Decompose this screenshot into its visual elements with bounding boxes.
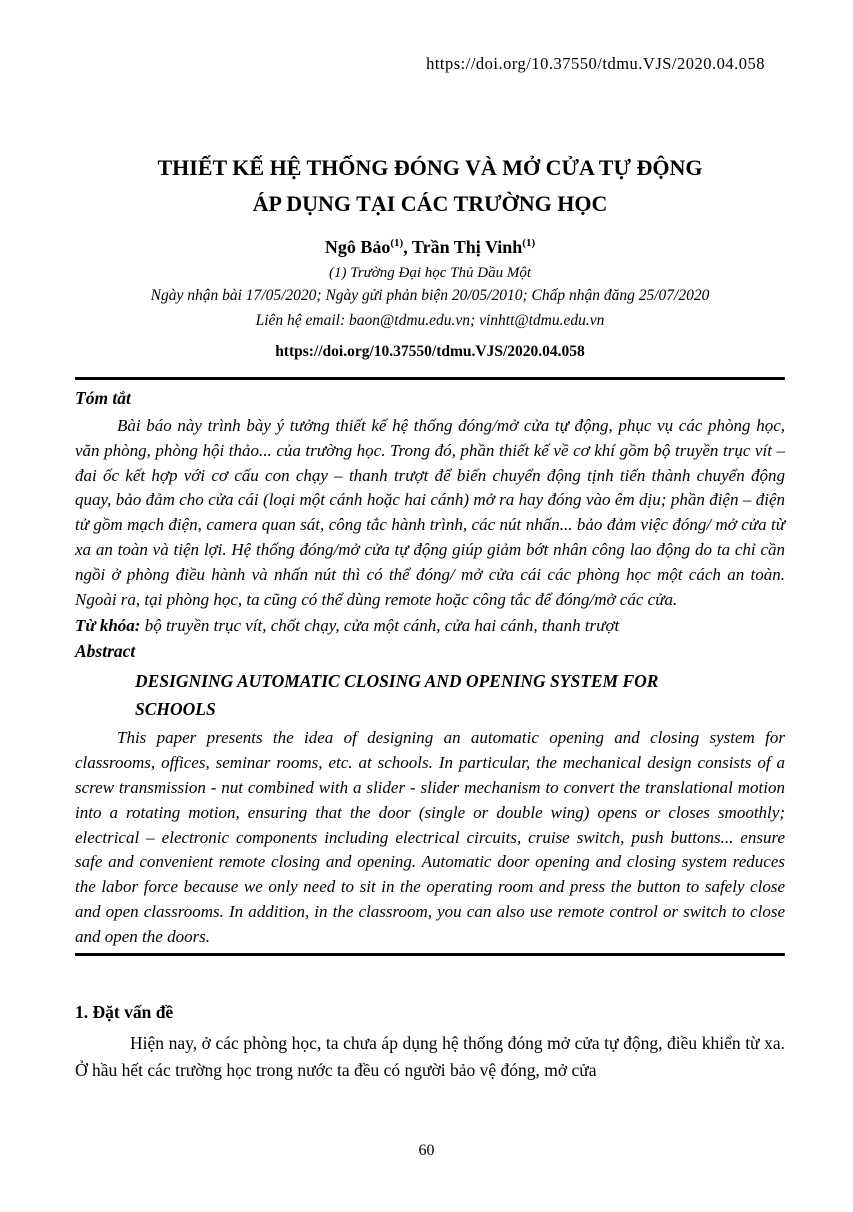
abstract-vi-heading: Tóm tắt bbox=[75, 388, 131, 408]
keywords-line bbox=[75, 613, 785, 638]
section-1-heading: 1. Đặt vấn đề bbox=[75, 1001, 174, 1022]
authors-line bbox=[75, 231, 785, 259]
author-separator: , bbox=[403, 237, 412, 257]
abstract-vi-body: Bài báo này trình bày ý tưởng thiết kế hệ thống đóng/mở cửa tự động, phục vụ các phòng học, văn phòng, phòng hội thảo... của trường học. Trong đó, phần thiết kế về cơ khí gồm bộ truyền trục vít – đai ốc kết hợp với cơ cấu con chạy – thanh trượt để biến chuyển động tịnh tiến thành chuyển động quay, bảo đảm cho cửa cái (loại một cánh hoặc hai cánh) mở ra hay đóng vào êm dịu; phần điện – điện tử gồm mạch điện, camera quan sát, công tắc hành trình, các nút nhấn... bảo đảm việc đóng/ mở cửa từ xa an toàn và tiện lợi. Hệ thống đóng/mở cửa tự động giúp giảm bớt nhân công lao động do ta chỉ cần ngồi ở phòng điều hành và nhấn nút thì có thể đóng/ mở cửa cái các phòng học một cách an toàn. Ngoài ra, tại phòng học, ta cũng có thể dùng remote hoặc công tắc để đóng/mở các cửa. bbox=[75, 416, 785, 609]
keywords-list: bộ truyền trục vít, chốt chạy, cửa một cánh, cửa hai cánh, thanh trượt bbox=[140, 616, 620, 636]
paper-title-line2: ÁP DỤNG TẠI CÁC TRƯỜNG HỌC bbox=[252, 191, 608, 216]
keywords-label: Từ khóa: bbox=[75, 616, 141, 636]
author-superscript-2: (1) bbox=[522, 237, 536, 249]
divider-bottom bbox=[75, 953, 785, 956]
doi-header: https://doi.org/10.37550/tdmu.VJS/2020.04.058 bbox=[426, 54, 765, 73]
contact-email-line: Liên hệ email: baon@tdmu.edu.vn; vinhtt@tdmu.edu.vn bbox=[255, 312, 605, 329]
abstract-en-body: This paper presents the idea of designing an automatic opening and closing system for classrooms, offices, seminar rooms, etc. at schools. In particular, the mechanical design consists of a screw transmission - nut combined with a slider - slider mechanism to convert the translational motion into a rotating motion, ensuring that the door (single or double wing) opens or closes smoothly; electrical – electronic components including electrical circuits, cruise switch, push buttons... ensure safe and convenient remote closing and opening. Automatic door opening and closing system reduces the labor force because we only need to sit in the operating room and press the button to safely close and open classrooms. In addition, in the classroom, you can also use remote control or switch to close and open the doors. bbox=[75, 728, 785, 946]
paper-title-line1: THIẾT KẾ HỆ THỐNG ĐÓNG VÀ MỞ CỬA TỰ ĐỘNG bbox=[157, 155, 703, 180]
abstract-en-heading: Abstract bbox=[75, 641, 136, 662]
section-1-paragraph: Hiện nay, ở các phòng học, ta chưa áp dụng hệ thống đóng mở cửa tự động, điều khiển từ xa. Ở hầu hết các trường học trong nước ta đều có người bảo vệ đóng, mở cửa bbox=[75, 1032, 785, 1080]
abstract-en-title-line2: SCHOOLS bbox=[135, 699, 216, 720]
page-number: 60 bbox=[418, 1142, 435, 1159]
abstract-en-title-line1: DESIGNING AUTOMATIC CLOSING AND OPENING SYSTEM FOR bbox=[135, 671, 659, 692]
doi-centered: https://doi.org/10.37550/tdmu.VJS/2020.04.058 bbox=[275, 343, 585, 360]
abstract-en-title bbox=[75, 667, 785, 723]
submission-dates-line: Ngày nhận bài 17/05/2020; Ngày gửi phản biện 20/05/2010; Chấp nhận đăng 25/07/2020 bbox=[150, 287, 710, 304]
author-name-2: Trần Thị Vinh bbox=[411, 237, 523, 257]
paper-title bbox=[75, 150, 785, 222]
author-name-1: Ngô Bảo bbox=[324, 237, 391, 257]
affiliation-line: (1) Trường Đại học Thủ Dầu Một bbox=[328, 265, 532, 281]
divider-top bbox=[75, 377, 785, 380]
author-superscript-1: (1) bbox=[390, 237, 404, 249]
